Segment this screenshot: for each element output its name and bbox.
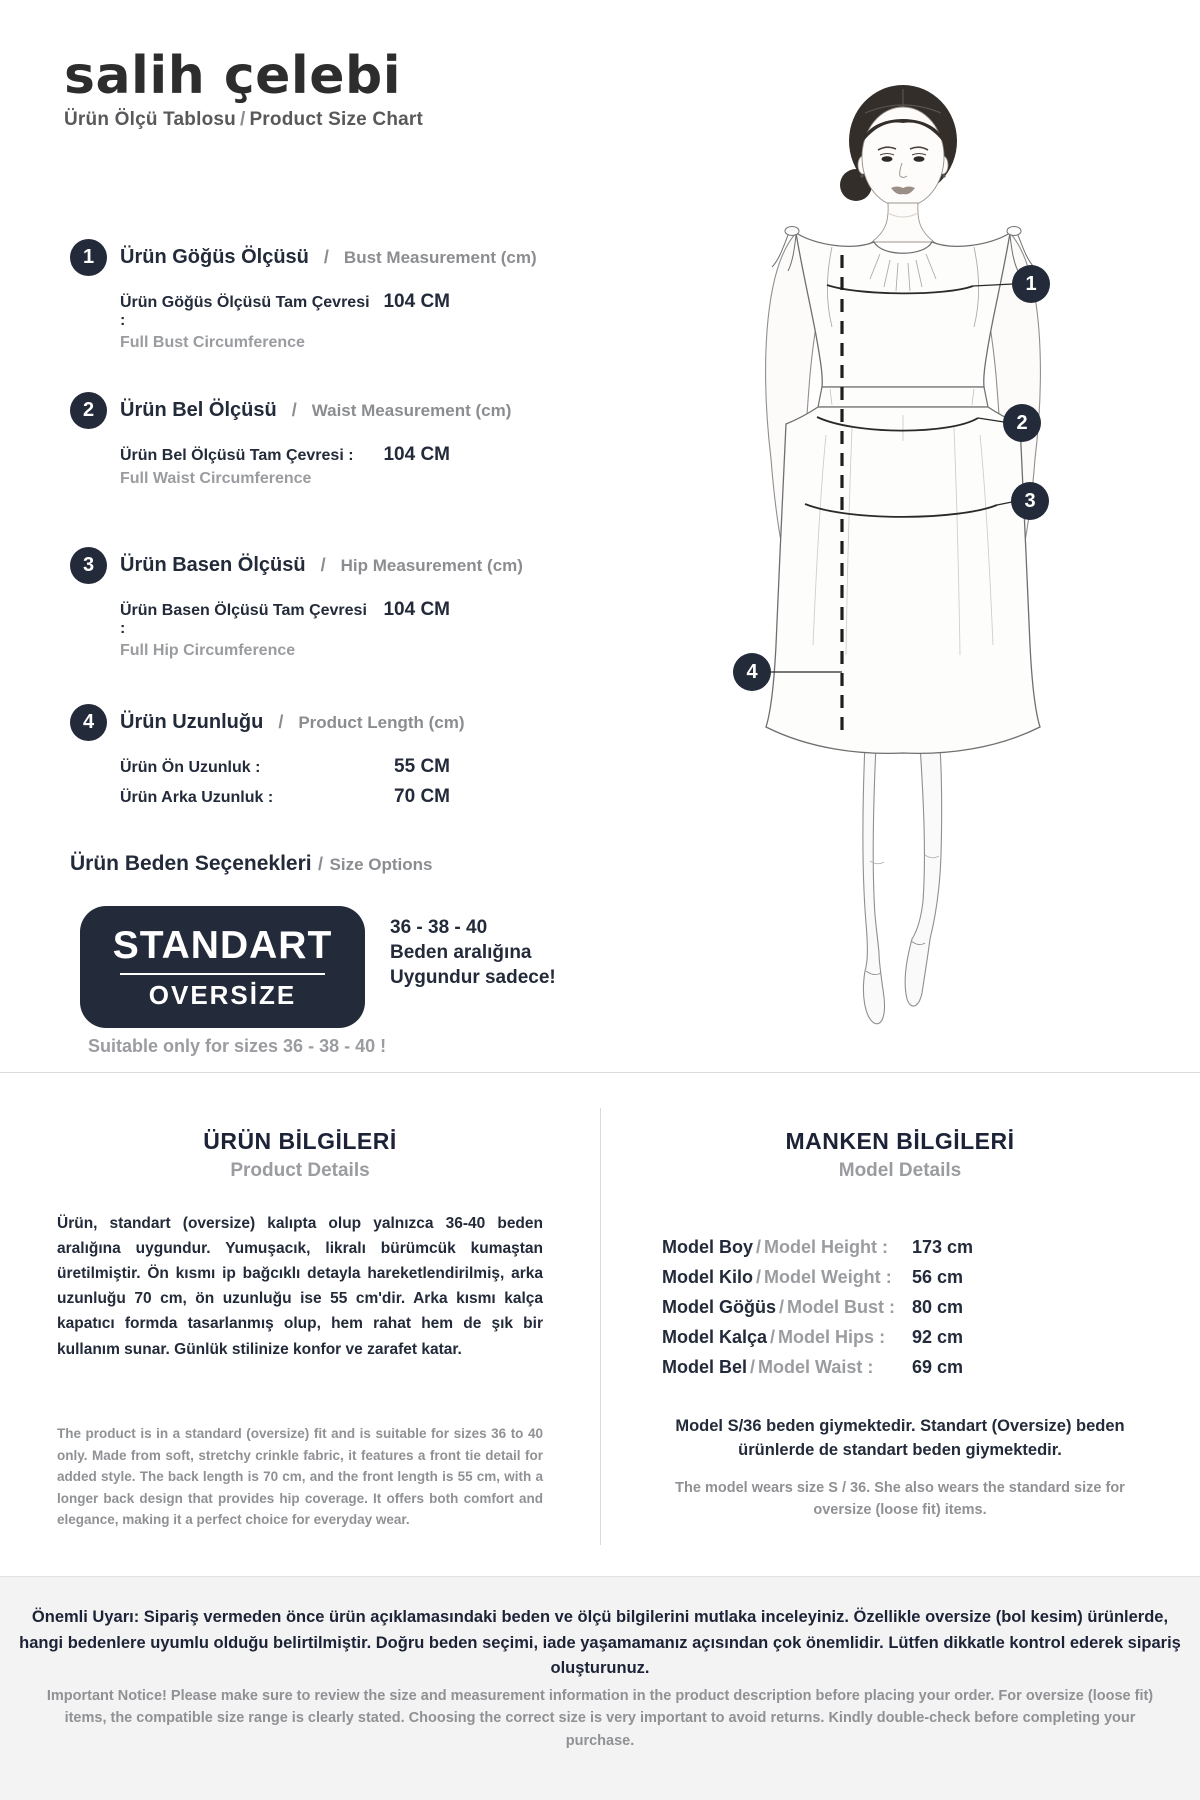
separator-icon: /: [779, 1297, 785, 1317]
colon: :: [885, 1267, 892, 1287]
size-options-heading-en: Size Options: [329, 855, 433, 874]
section-waist-title-tr: Ürün Bel Ölçüsü: [120, 399, 277, 421]
table-row: [662, 1232, 973, 1262]
figure-marker-4: 4: [733, 653, 771, 691]
section-length-title-en: Product Length (cm): [298, 712, 465, 732]
model-row-label-tr: Model Kalça: [662, 1327, 768, 1347]
number-badge-1: 1: [70, 239, 107, 276]
colon: :: [867, 1357, 874, 1377]
model-row-value: 92 cm: [912, 1327, 964, 1347]
model-row-value: 80 cm: [912, 1297, 964, 1317]
measurement-row: [120, 756, 575, 778]
figure-marker-2: 2: [1003, 404, 1041, 442]
page-title-tr: Ürün Ölçü Tablosu: [64, 109, 236, 131]
measurement-value: 55 CM: [394, 756, 450, 777]
size-range-line1: 36 - 38 - 40: [390, 917, 488, 938]
measurement-row: [120, 786, 575, 808]
model-row-label-en: Model Height: [764, 1237, 878, 1257]
measurement-value: 104 CM: [383, 599, 450, 620]
model-measurements-table: [662, 1232, 973, 1382]
separator-icon: /: [323, 247, 329, 267]
separator-icon: /: [318, 854, 324, 874]
table-row: [662, 1352, 973, 1382]
page-title: [64, 109, 423, 131]
section-hip-header: [70, 547, 575, 584]
size-range-note: [390, 915, 556, 990]
measurement-value: 70 CM: [394, 786, 450, 807]
separator-icon: /: [756, 1267, 762, 1287]
model-row-label-en: Model Hips: [778, 1327, 875, 1347]
section-length-header: [70, 704, 575, 741]
model-info-heading-en: Model Details: [838, 1160, 962, 1181]
model-row-label-en: Model Bust: [787, 1297, 885, 1317]
separator-icon: /: [291, 400, 297, 420]
brand-header: [64, 48, 423, 131]
section-waist-header: [70, 392, 575, 429]
important-notice-tr: Önemli Uyarı: Sipariş vermeden önce ürün açıklamasındaki beden ve ölçü bilgilerini mutlaka inceleyiniz. Özellikle oversize (bol kesim) ürünlerde, hangi bedenlere uyumlu olduğu belirtilmiştir. Doğru beden seçimi, iade yaşamamanız açısından çok önemlidir. Lütfen dikkatle kontrol ederek sipariş oluşturunuz.: [19, 1608, 1181, 1678]
separator-icon: /: [750, 1357, 756, 1377]
model-info-heading-tr: MANKEN BİLGİLERİ: [785, 1128, 1015, 1154]
size-options-heading-tr: Ürün Beden Seçenekleri: [70, 852, 312, 875]
section-hip-title-en: Hip Measurement (cm): [340, 555, 523, 575]
brand-logo: salih çelebi: [64, 46, 402, 106]
table-row: [662, 1322, 973, 1352]
model-size-note-en: The model wears size S / 36. She also wears the standard size for oversize (loose fit) items.: [675, 1480, 1125, 1518]
measurement-label: Ürün Bel Ölçüsü Tam Çevresi :: [120, 447, 354, 464]
model-row-value: 56 cm: [912, 1267, 964, 1287]
section-bust-header: [70, 239, 575, 276]
figure-marker-1: 1: [1012, 265, 1050, 303]
colon: :: [889, 1297, 896, 1317]
colon: :: [879, 1327, 886, 1347]
measurement-label: Ürün Basen Ölçüsü Tam Çevresi :: [120, 602, 367, 637]
standart-oversize-badge: [80, 906, 365, 1028]
section-bust-title-en: Bust Measurement (cm): [343, 247, 537, 267]
measurement-value: 104 CM: [383, 291, 450, 312]
section-length: [70, 704, 575, 808]
model-info-heading: [655, 1128, 1145, 1182]
title-separator: /: [239, 109, 246, 131]
horizontal-divider: [0, 1072, 1200, 1073]
measurement-sublabel-en: Full Waist Circumference: [120, 470, 312, 487]
section-waist-title-en: Waist Measurement (cm): [311, 400, 512, 420]
vertical-divider: [600, 1108, 601, 1545]
model-size-note-tr: Model S/36 beden giymektedir. Standart (Oversize) beden ürünlerde de standart beden giymektedir.: [675, 1417, 1125, 1459]
model-row-label-tr: Model Bel: [662, 1357, 748, 1377]
measurement-row: [120, 599, 575, 638]
measurement-label: Ürün Ön Uzunluk :: [120, 759, 261, 776]
number-badge-3: 3: [70, 547, 107, 584]
suitable-sizes-note-en: Suitable only for sizes 36 - 38 - 40 !: [88, 1036, 387, 1056]
badge-oversize-label: OVERSİZE: [148, 980, 297, 1010]
number-badge-4: 4: [70, 704, 107, 741]
important-notice-bar: [0, 1576, 1200, 1800]
section-waist: [70, 392, 575, 488]
measurement-row: [120, 444, 575, 466]
section-length-title-tr: Ürün Uzunluğu: [120, 711, 264, 733]
colon: :: [882, 1237, 889, 1257]
page-title-en: Product Size Chart: [249, 109, 424, 131]
figure-marker-3: 3: [1011, 482, 1049, 520]
model-sketch: [620, 55, 1120, 1065]
size-range-line3: Uygundur sadece!: [390, 967, 556, 988]
model-row-value: 173 cm: [912, 1237, 974, 1257]
size-range-line2: Beden aralığına: [390, 942, 532, 963]
separator-icon: /: [756, 1237, 762, 1257]
section-hip-title-tr: Ürün Basen Ölçüsü: [120, 554, 306, 576]
model-row-label-tr: Model Göğüs: [662, 1297, 776, 1317]
separator-icon: /: [320, 555, 326, 575]
product-info-heading-en: Product Details: [230, 1160, 370, 1181]
badge-standart-label: STANDART: [112, 924, 333, 967]
product-description-tr: Ürün, standart (oversize) kalıpta olup yalnızca 36-40 beden aralığına uygundur. Yumuşacık, likralı bürümcük kumaştan üretilmiştir. Ön kısmı ip bağcıklı detayla hareketlendirilmiş, arka uzunluğu 70 cm, ön uzunluğu ise 55 cm'dir. Arka kısmı kalça kapatıcı formda tasarlanmış olup, hem rahat hem de şık bir kullanım sunar. Günlük stilinize konfor ve zarafet katar.: [57, 1215, 543, 1358]
number-badge-2: 2: [70, 392, 107, 429]
model-row-label-tr: Model Boy: [662, 1237, 754, 1257]
model-row-label-en: Model Waist: [758, 1357, 863, 1377]
measurement-sublabel-en: Full Bust Circumference: [120, 334, 305, 351]
measurement-value: 104 CM: [383, 444, 450, 465]
model-row-value: 69 cm: [912, 1357, 964, 1377]
measurement-sublabel-en: Full Hip Circumference: [120, 642, 296, 659]
important-notice-en: Important Notice! Please make sure to review the size and measurement information in the product description before placing your order. For oversize (loose fit) items, the compatible size range is clearly stated. Choosing the correct size is very important to avoid returns. Kindly double-check before completing your purchase.: [46, 1688, 1154, 1749]
table-row: [662, 1262, 973, 1292]
separator-icon: /: [278, 712, 284, 732]
model-row-label-tr: Model Kilo: [662, 1267, 753, 1287]
section-bust-title-tr: Ürün Göğüs Ölçüsü: [120, 246, 309, 268]
separator-icon: /: [770, 1327, 776, 1347]
product-description-en: The product is in a standard (oversize) fit and is suitable for sizes 36 to 40 only. Made from soft, stretchy crinkle fabric, it features a front tie detail for added style. The back length is 70 cm, and the front length is 55 cm, with a longer back design that provides hip coverage. It offers both comfort and elegance, making it a perfect choice for everyday wear.: [57, 1426, 543, 1528]
model-row-label-en: Model Weight: [764, 1267, 881, 1287]
badge-divider-line: [120, 973, 325, 975]
product-info-heading: [55, 1128, 545, 1182]
section-hip: [70, 547, 575, 660]
measurement-label: Ürün Göğüs Ölçüsü Tam Çevresi :: [120, 294, 370, 329]
size-options-heading: [70, 852, 432, 876]
measurement-label: Ürün Arka Uzunluk :: [120, 789, 274, 806]
section-bust: [70, 239, 575, 352]
table-row: [662, 1292, 973, 1322]
product-info-heading-tr: ÜRÜN BİLGİLERİ: [203, 1128, 397, 1154]
measurement-row: [120, 291, 575, 330]
model-illustration: [620, 55, 1120, 1065]
